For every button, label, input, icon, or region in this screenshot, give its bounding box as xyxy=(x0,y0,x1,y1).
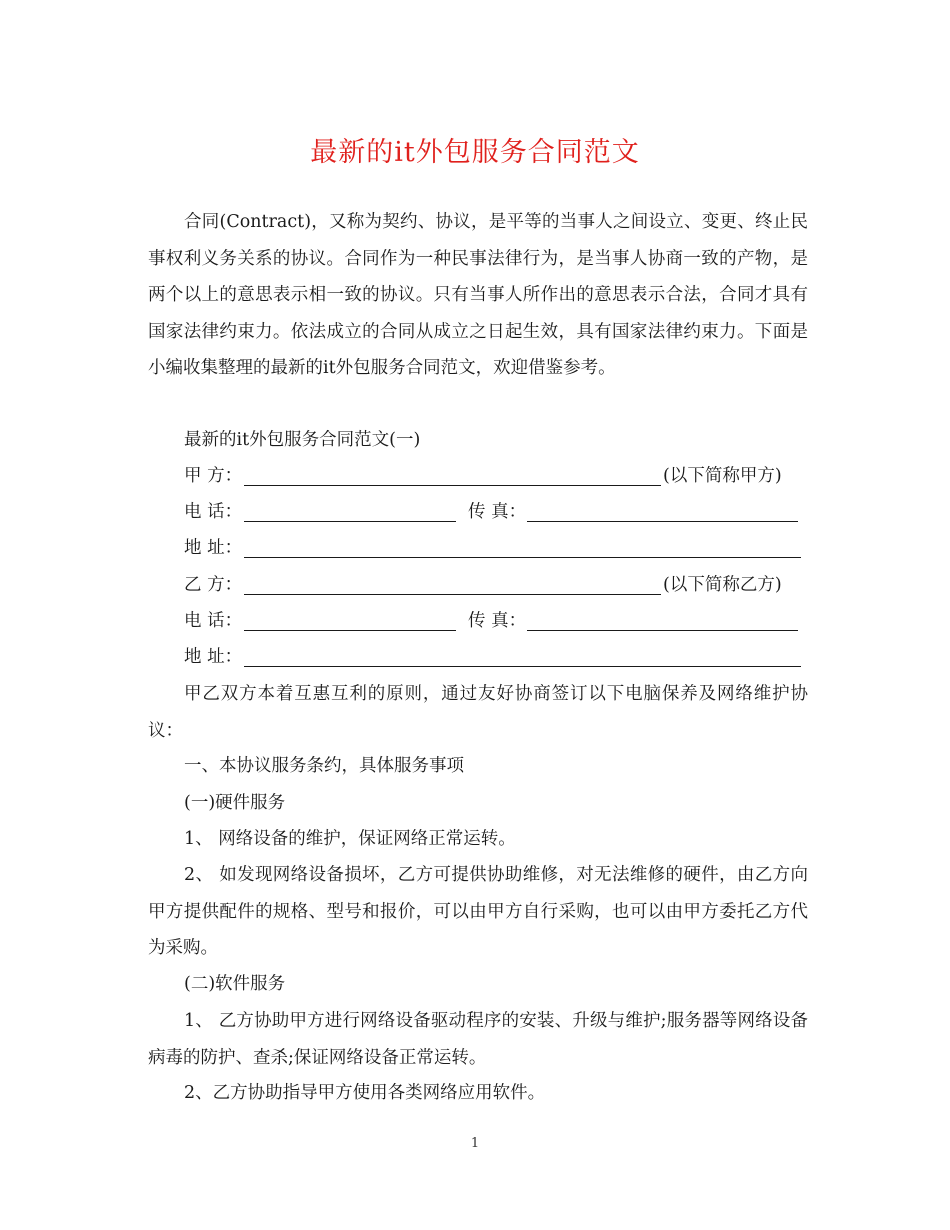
hardware-item-2: 2、 如发现网络设备损坏，乙方可提供协助维修，对无法维修的硬件，由乙方向甲方提供配件的规格、型号和报价，可以由甲方自行采购，也可以由甲方委托乙方代为采购。 xyxy=(148,865,808,958)
party-a-suffix: (以下简称甲方) xyxy=(663,466,782,486)
party-a-address-blank xyxy=(244,557,801,558)
agreement-intro-paragraph: 甲乙双方本着互惠互利的原则，通过友好协商签订以下电脑保养及网络维护协议： xyxy=(148,684,808,741)
party-a-row xyxy=(184,458,804,494)
page-number: 1 xyxy=(470,1136,480,1151)
software-item-1: 1、 乙方协助甲方进行网络设备驱动程序的安装、升级与维护;服务器等网络设备病毒的防护、查杀;保证网络设备正常运转。 xyxy=(148,1011,808,1068)
software-item-2: 2、乙方协助指导甲方使用各类网络应用软件。 xyxy=(184,1083,546,1103)
party-a-label: 甲 方： xyxy=(184,466,243,486)
party-b-fax-label: 传 真： xyxy=(468,611,527,631)
party-a-address-label: 地 址： xyxy=(184,538,243,558)
party-b-blank xyxy=(244,594,661,595)
party-b-address-label: 地 址： xyxy=(184,647,243,667)
party-a-fax-blank xyxy=(527,521,798,522)
party-a-address-row xyxy=(184,530,804,566)
party-b-phone-blank xyxy=(244,630,456,631)
party-a-fax-label: 传 真： xyxy=(468,502,527,522)
hardware-item-1: 1、 网络设备的维护，保证网络正常运转。 xyxy=(184,829,516,849)
party-b-suffix: (以下简称乙方) xyxy=(663,575,782,595)
party-b-phone-label: 电 话： xyxy=(184,611,243,631)
party-b-address-blank xyxy=(244,666,801,667)
party-b-address-row xyxy=(184,639,804,675)
party-b-fax-blank xyxy=(527,630,798,631)
intro-paragraph: 合同(Contract)，又称为契约、协议，是平等的当事人之间设立、变更、终止民事权利义务关系的协议。合同作为一种民事法律行为，是当事人协商一致的产物，是两个以上的意思表示相一致的协议。只有当事人所作出的意思表示合法，合同才具有国家法律约束力。依法成立的合同从成立之日起生效，具有国家法律约束力。下面是小编收集整理的最新的it外包服务合同范文，欢迎借鉴参考。 xyxy=(148,212,808,378)
party-a-contact-row xyxy=(184,494,804,530)
document-title: 最新的it外包服务合同范文 xyxy=(310,137,640,168)
section-heading: 最新的it外包服务合同范文(一) xyxy=(184,430,421,450)
party-a-blank xyxy=(244,485,661,486)
party-a-phone-blank xyxy=(244,521,456,522)
clause-1-heading: 一、本协议服务条约，具体服务事项 xyxy=(184,756,464,776)
party-b-contact-row xyxy=(184,603,804,639)
party-a-phone-label: 电 话： xyxy=(184,502,243,522)
party-b-row xyxy=(184,567,804,603)
software-heading: (二)软件服务 xyxy=(184,974,286,994)
hardware-heading: (一)硬件服务 xyxy=(184,793,286,813)
party-b-label: 乙 方： xyxy=(184,575,243,595)
